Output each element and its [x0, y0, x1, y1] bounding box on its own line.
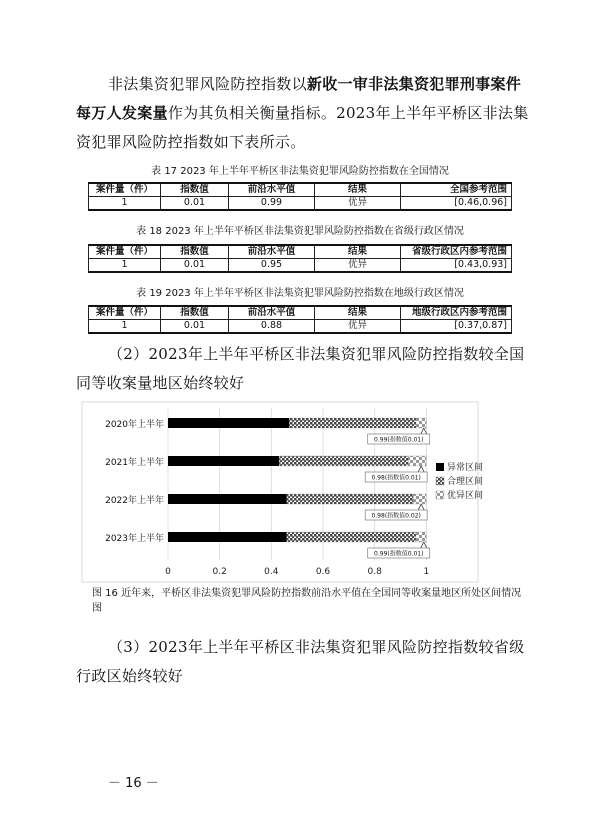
bar-chart — [80, 400, 520, 585]
table-cell: 0.99 — [229, 197, 315, 211]
category-label: 2023年上半年 — [105, 534, 164, 544]
marker-arrow — [418, 466, 424, 472]
marker-arrow — [421, 428, 427, 434]
table-cell: 0.88 — [229, 320, 315, 334]
legend-label: 优异区间 — [447, 491, 484, 501]
intro-text-2: 作为其负相关衡量指标。2023年上半年平桥区非法集资犯罪风险防控指数如下表所示。 — [76, 104, 529, 151]
table-header: 指数值 — [161, 245, 229, 259]
section-2-text: （2）2023年上半年平桥区非法集资犯罪风险防控指数较全国同等收案量地区始终较好 — [76, 345, 525, 392]
bar-segment — [168, 532, 287, 542]
table-cell: 0.01 — [161, 320, 229, 334]
table-header: 案件量（件） — [89, 183, 161, 197]
table-cell: 0.01 — [161, 197, 229, 211]
table-cell: 优异 — [315, 197, 401, 211]
annotation-label: 0.99(指数值0.01) — [374, 550, 424, 558]
table-header: 案件量（件） — [89, 306, 161, 320]
legend-swatch — [436, 491, 444, 499]
table-18 — [88, 244, 512, 273]
table-cell: 1 — [89, 197, 161, 211]
table-header: 全国参考范围 — [401, 183, 512, 197]
intro-paragraph — [76, 70, 536, 157]
annotation-label: 0.98(指数值0.02) — [371, 512, 421, 520]
table-19-caption: 表 19 2023 年上半年平桥区非法集资犯罪风险防控指数在地级行政区情况 — [136, 288, 464, 299]
x-tick-label: 0.8 — [367, 567, 382, 577]
table-cell: [0.37,0.87] — [401, 320, 512, 334]
legend-label: 异常区间 — [447, 463, 484, 473]
table-cell: [0.46,0.96] — [401, 197, 512, 211]
category-label: 2021年上半年 — [105, 458, 164, 468]
section-3-text: （3）2023年上半年平桥区非法集资犯罪风险防控指数较省级行政区始终较好 — [76, 638, 525, 685]
bar-segment — [279, 456, 408, 466]
table-header: 结果 — [315, 306, 401, 320]
x-tick-label: 0 — [165, 567, 171, 577]
x-tick-label: 0.6 — [315, 567, 331, 577]
bar-segment — [168, 418, 289, 428]
table-cell: 优异 — [315, 259, 401, 273]
table-cell: 0.01 — [161, 259, 229, 273]
table-cell: 0.95 — [229, 259, 315, 273]
bar-segment — [287, 532, 416, 542]
bar-segment — [416, 418, 426, 428]
table-header: 结果 — [315, 245, 401, 259]
x-tick-label: 1 — [423, 567, 430, 577]
intro-text-1: 非法集资犯罪风险防控指数以 — [108, 75, 307, 93]
bar-segment — [287, 494, 414, 504]
table-header: 前沿水平值 — [229, 306, 315, 320]
table-header: 指数值 — [161, 306, 229, 320]
x-tick-label: 0.2 — [212, 567, 227, 577]
x-tick-label: 0.4 — [264, 567, 279, 577]
annotation-label: 0.99(指数值0.01) — [374, 436, 424, 444]
category-label: 2020年上半年 — [105, 420, 164, 430]
page-number: － 16 － — [108, 776, 159, 791]
table-header: 指数值 — [161, 183, 229, 197]
intro-bold-text: 新收一审非法集资犯罪刑事案件每万人发案量 — [76, 75, 522, 122]
bar-segment — [408, 456, 426, 466]
section-2-heading — [76, 340, 536, 398]
table-cell: 优异 — [315, 320, 401, 334]
table-cell: 1 — [89, 320, 161, 334]
table-cell: [0.43,0.93] — [401, 259, 512, 273]
table-header: 前沿水平值 — [229, 245, 315, 259]
bar-segment — [168, 494, 287, 504]
legend-label: 合理区间 — [447, 477, 484, 487]
table-17 — [88, 182, 512, 211]
table-header: 案件量（件） — [89, 245, 161, 259]
marker-arrow — [418, 504, 424, 510]
bar-segment — [289, 418, 416, 428]
table-17-caption: 表 17 2023 年上半年平桥区非法集资犯罪风险防控指数在全国情况 — [151, 166, 449, 177]
annotation-label: 0.98(指数值0.01) — [371, 474, 421, 482]
bar-segment — [168, 456, 279, 466]
section-3-heading — [76, 633, 536, 691]
table-header: 地级行政区内参考范围 — [401, 306, 512, 320]
category-label: 2022年上半年 — [105, 496, 164, 506]
marker-arrow — [421, 542, 427, 548]
table-19 — [88, 305, 512, 334]
table-header: 结果 — [315, 183, 401, 197]
bar-segment — [413, 494, 426, 504]
table-header: 省级行政区内参考范围 — [401, 245, 512, 259]
legend-swatch — [436, 477, 444, 485]
legend-swatch — [436, 463, 444, 471]
table-18-caption: 表 18 2023 年上半年平桥区非法集资犯罪风险防控指数在省级行政区情况 — [136, 226, 464, 237]
bar-segment — [416, 532, 426, 542]
table-cell: 1 — [89, 259, 161, 273]
figure-caption: 图 16 近年来，平桥区非法集资犯罪风险防控指数前沿水平值在全国同等收案量地区所处区间情况图 — [92, 588, 522, 614]
table-header: 前沿水平值 — [229, 183, 315, 197]
